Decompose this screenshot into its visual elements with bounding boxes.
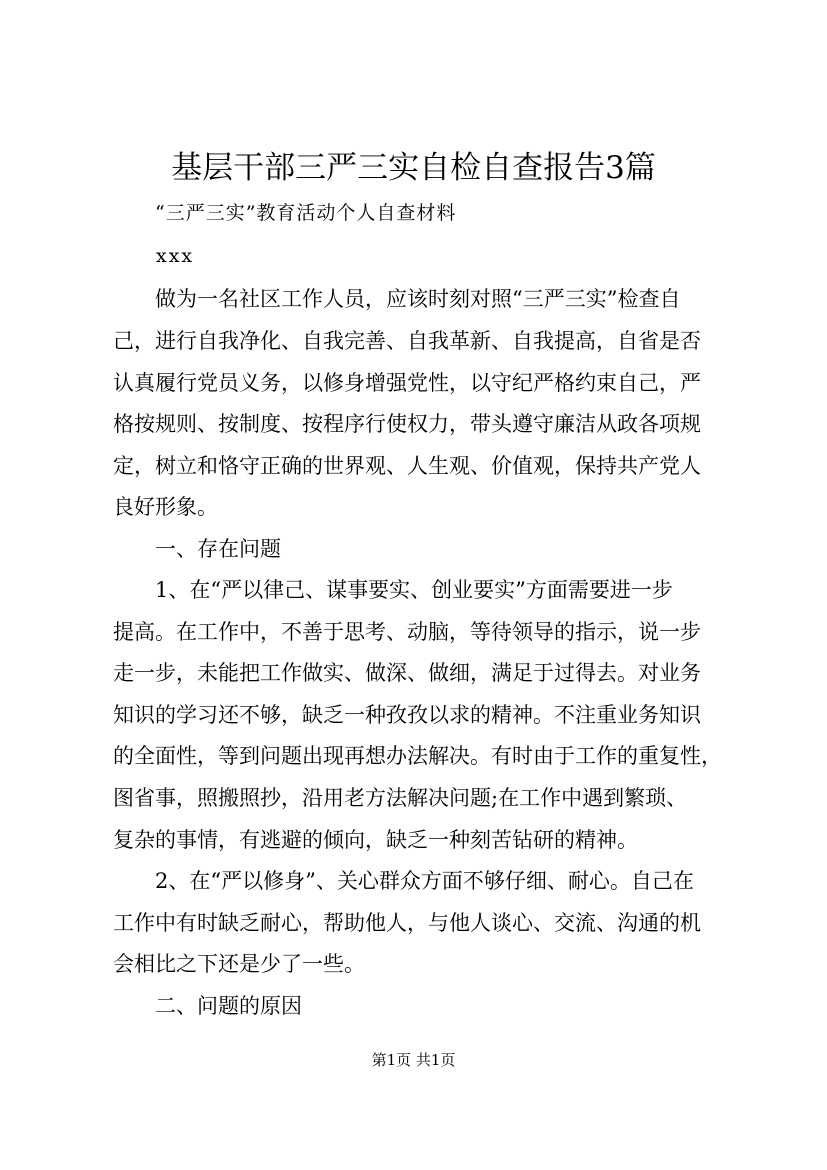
section-heading: 一、存在问题 (113, 537, 281, 561)
page-footer: 第1页 共1页 (371, 1051, 456, 1069)
page-title: 基层干部三严三实自检自查报告3篇 (171, 150, 656, 186)
body-line: 的全面性，等到问题出现再想办法解决。有时由于工作的重复性， (113, 744, 722, 768)
body-line: 提高。在工作中，不善于思考、动脑，等待领导的指示，说一步 (113, 620, 701, 644)
body-line: 工作中有时缺乏耐心，帮助他人，与他人谈心、交流、沟通的机 (113, 911, 701, 935)
body-line: 1、在“严以律己、谋事要实、创业要实”方面需要进一步 (113, 578, 673, 602)
document-subtitle: “三严三实”教育活动个人自查材料 (155, 202, 457, 224)
body-line: 复杂的事情，有逃避的倾向，缺乏一种刻苦钻研的精神。 (113, 828, 638, 852)
body-line: 己，进行自我净化、自我完善、自我革新、自我提高，自省是否 (113, 329, 701, 353)
body-line: 走一步，未能把工作做实、做深、做细，满足于过得去。对业务 (113, 661, 701, 685)
body-line: 知识的学习还不够，缺乏一种孜孜以求的精神。不注重业务知识 (113, 703, 701, 727)
body-line: 做为一名社区工作人员，应该时刻对照“三严三实”检查自 (113, 287, 681, 311)
section-heading: 二、问题的原因 (113, 994, 302, 1018)
body-line: 定，树立和恪守正确的世界观、人生观、价值观，保持共产党人 (113, 454, 701, 478)
body-line: 格按规则、按制度、按程序行使权力，带头遵守廉洁从政各项规 (113, 412, 701, 436)
body-line: 良好形象。 (113, 495, 218, 519)
author-name: xxx (156, 245, 195, 267)
body-line: 图省事，照搬照抄，沿用老方法解决问题;在工作中遇到繁琐、 (113, 786, 688, 810)
body-line: 2、在“严以修身”、关心群众方面不够仔细、耐心。自己在 (113, 869, 694, 893)
body-line: 认真履行党员义务，以修身增强党性，以守纪严格约束自己，严 (113, 371, 701, 395)
body-line: 会相比之下还是少了一些。 (113, 952, 365, 976)
